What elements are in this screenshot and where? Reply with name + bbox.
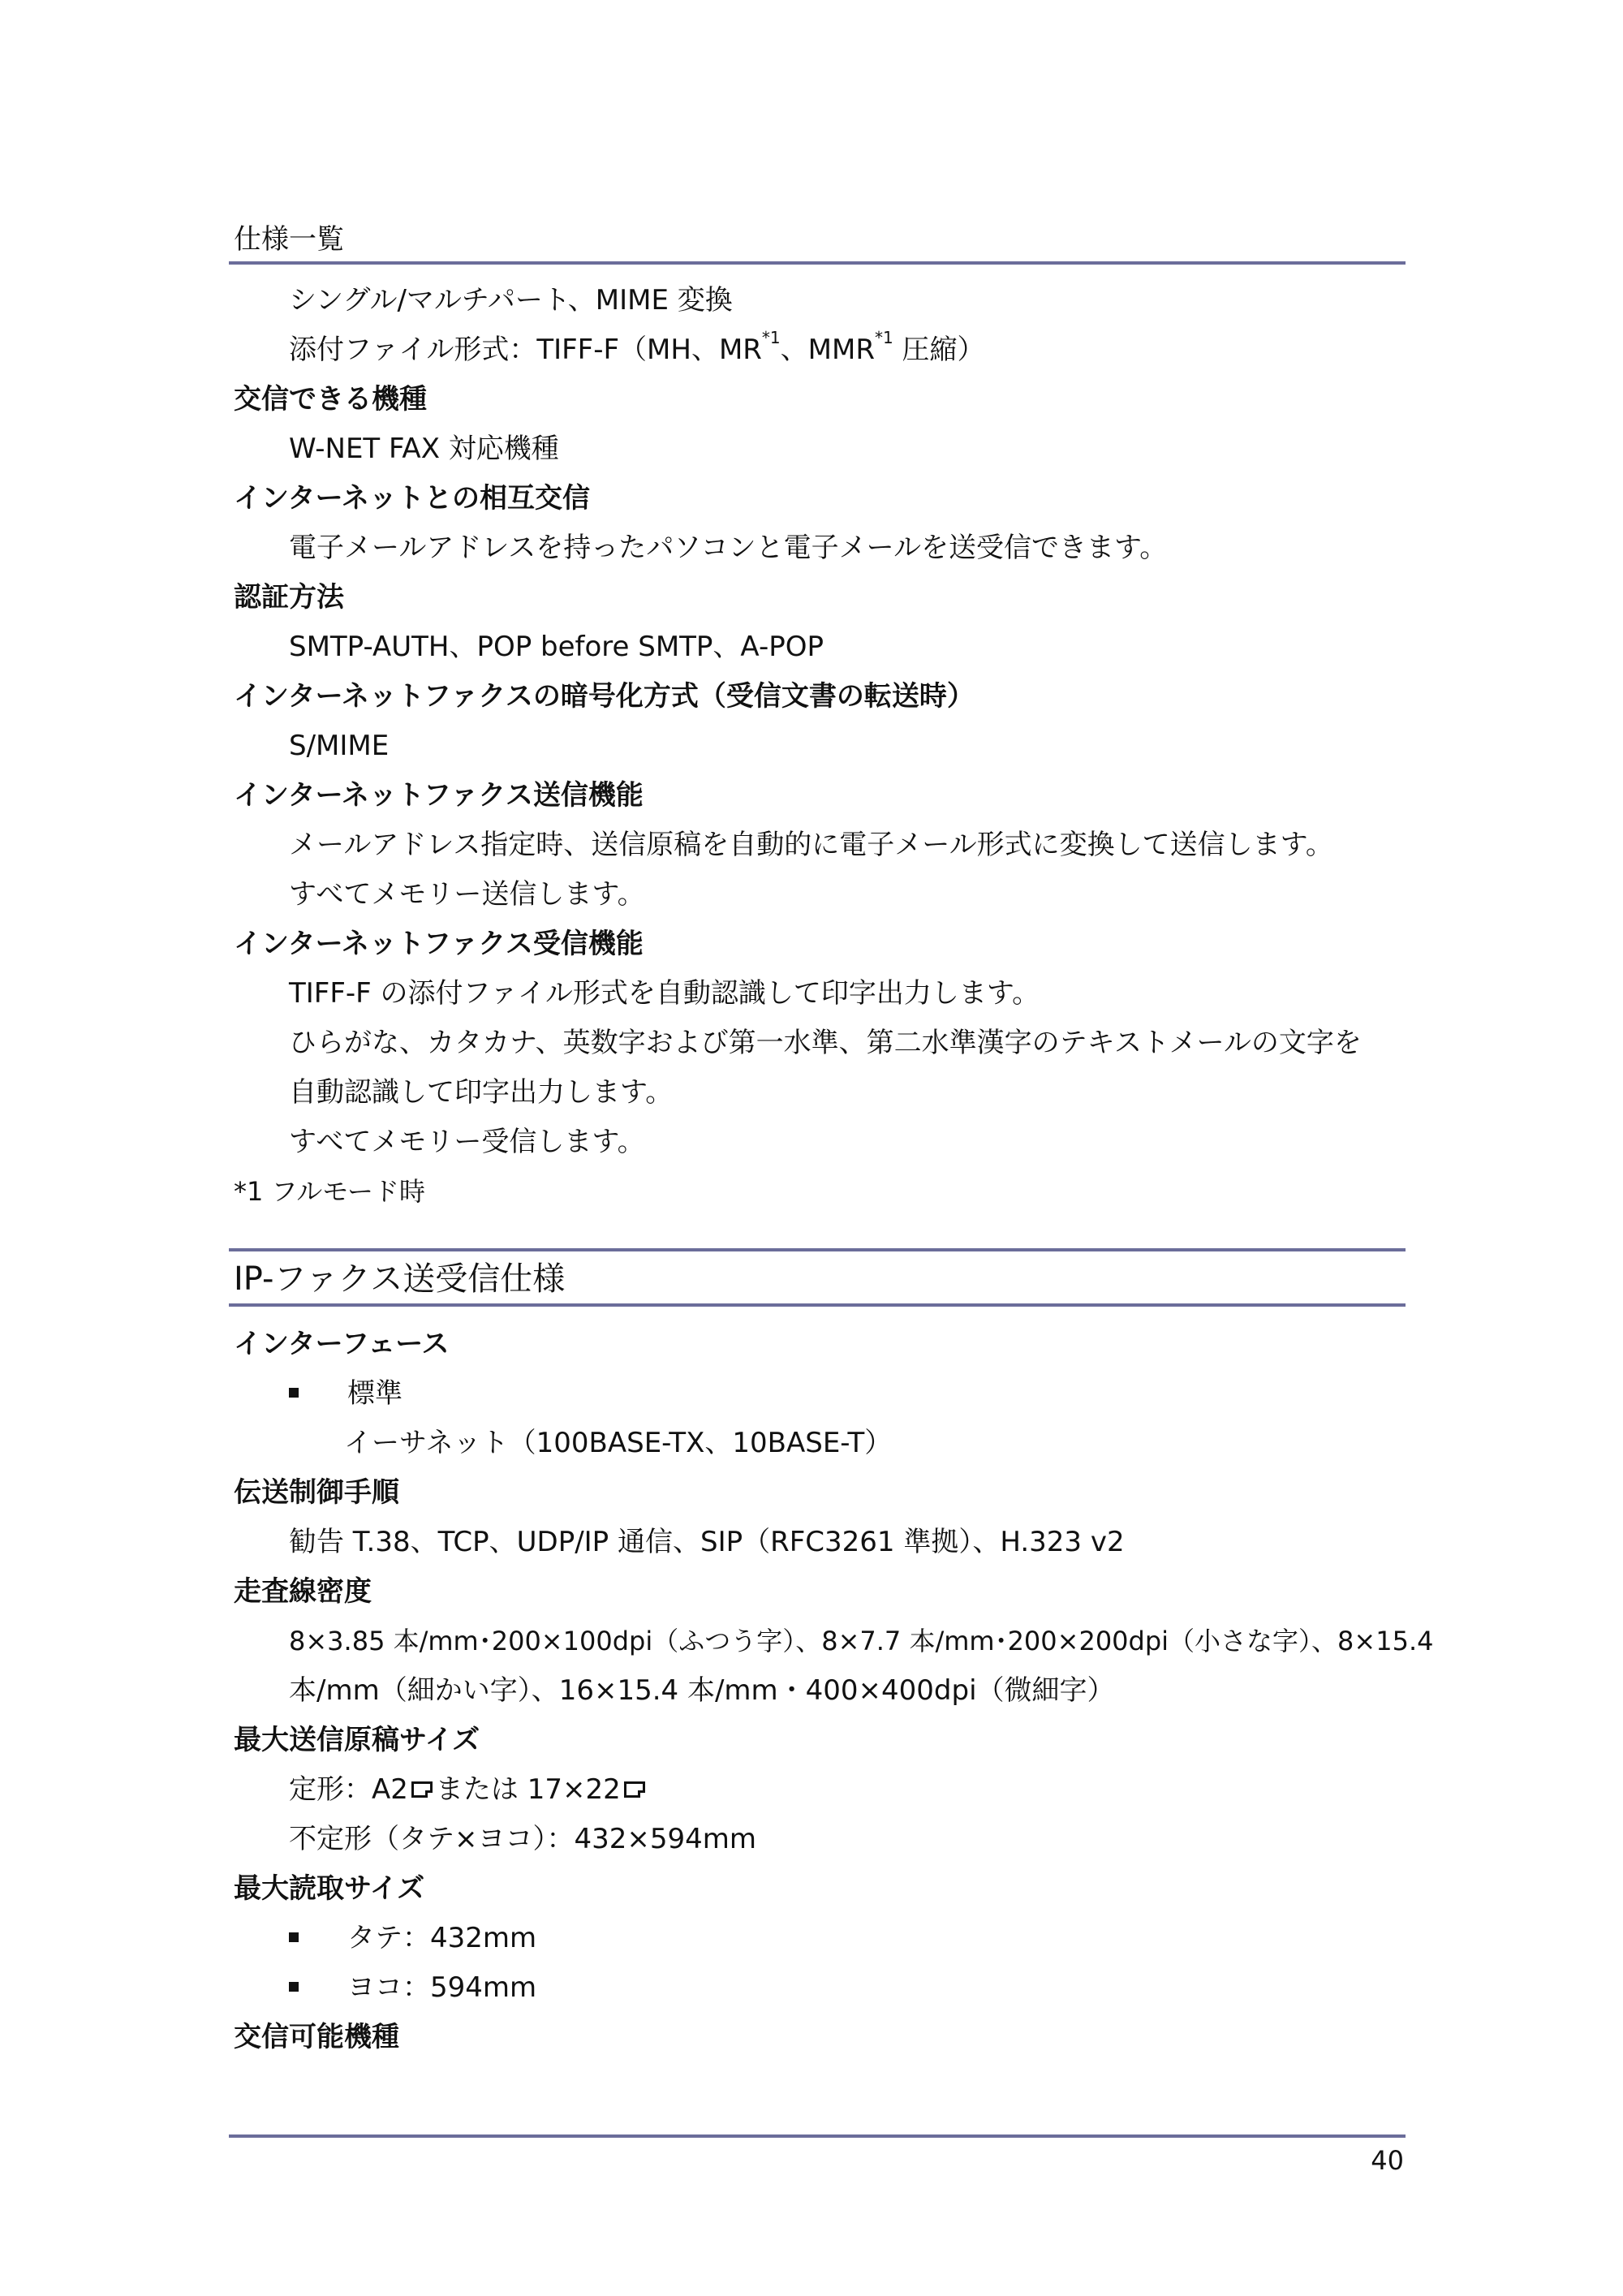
density-value: 本/mm（細かい字）、16×15.4 本/mm・400×400dpi（微細字） (289, 1674, 1115, 1707)
interface-bullet (234, 1369, 1410, 1419)
encrypt-value: S/MIME (289, 730, 390, 762)
interface-value: イーサネット（100BASE-TX、10BASE-T） (344, 1427, 893, 1459)
mime-line: シングル/マルチパート、MIME 変換 (289, 284, 733, 317)
maxscan-height (234, 1914, 1410, 1963)
maxsend-std-mid: または 17×22 (435, 1773, 621, 1806)
bullet-icon (289, 1982, 299, 1992)
send-value: メールアドレス指定時、送信原稿を自動的に電子メール形式に変換して送信します。 (289, 829, 1333, 861)
attach-suffix: 圧縮） (893, 334, 985, 366)
density-value: 8×3.85 本/mm･200×100dpi（ふつう字）、8×7.7 本/mm･200×200dpi（小さな字）、8×15.4 (289, 1626, 1434, 1656)
paper-landscape-icon (624, 1781, 645, 1798)
auth-value: SMTP-AUTH、POP before SMTP、A-POP (289, 631, 824, 663)
footnote: *1 フルモード時 (234, 1176, 425, 1207)
maxsend-nonstandard: 不定形（タテ×ヨコ）：432×594mm (289, 1823, 757, 1855)
section-rule (229, 1248, 1406, 1251)
section-title: IP-ファクス送受信仕様 (234, 1260, 566, 1298)
maxsend-std-prefix: 定形：A2 (289, 1773, 408, 1806)
bullet-text: タテ：432mm (347, 1922, 537, 1954)
maxsend-standard (234, 1765, 1410, 1815)
recv-value: TIFF-F の添付ファイル形式を自動認識して印字出力します。 (289, 977, 1040, 1010)
send-label: インターネットファクス送信機能 (234, 779, 644, 812)
maxsend-label: 最大送信原稿サイズ (234, 1724, 480, 1756)
attach-mid: 、MMR (780, 334, 875, 366)
recv-value: すべてメモリー受信します。 (289, 1126, 645, 1158)
recv-label: インターネットファクス受信機能 (234, 928, 644, 960)
footer-rule (229, 2134, 1406, 2138)
internet-label: インターネットとの相互交信 (234, 482, 590, 515)
footnote-ref: *1 (761, 328, 781, 347)
recv-value: ひらがな、カタカナ、英数字および第一水準、第二水準漢字のテキストメールの文字を (289, 1027, 1362, 1059)
protocol-label: 伝送制御手順 (234, 1476, 399, 1509)
internet-fax-spec-section (234, 276, 1410, 1217)
footnote-ref: *1 (874, 328, 893, 347)
bullet-icon (289, 1932, 299, 1942)
density-label: 走査線密度 (234, 1575, 372, 1608)
attach-prefix: 添付ファイル形式：TIFF-F（MH、MR (289, 334, 762, 366)
protocol-value: 勧告 T.38、TCP、UDP/IP 通信、SIP（RFC3261 準拠）、H.323 v2 (289, 1526, 1125, 1558)
maxscan-label: 最大読取サイズ (234, 1872, 425, 1905)
encrypt-label: インターネットファクスの暗号化方式（受信文書の転送時） (234, 680, 975, 713)
internet-value: 電子メールアドレスを持ったパソコンと電子メールを送受信できます。 (289, 532, 1168, 564)
compatible-value: W-NET FAX 対応機種 (289, 433, 559, 465)
paper-landscape-icon (411, 1781, 433, 1798)
models-label: 交信可能機種 (234, 2021, 399, 2053)
bullet-text: ヨコ：594mm (347, 1971, 537, 2004)
interface-label: インターフェース (234, 1328, 450, 1360)
page-number: 40 (1371, 2145, 1404, 2176)
recv-value: 自動認識して印字出力します。 (289, 1076, 674, 1109)
attach-format-line (234, 325, 1410, 375)
send-value: すべてメモリー送信します。 (289, 878, 645, 911)
auth-label: 認証方法 (234, 581, 344, 614)
maxscan-width (234, 1963, 1410, 2013)
header-title: 仕様一覧 (234, 223, 344, 256)
header-rule (229, 261, 1406, 265)
compatible-label: 交信できる機種 (234, 383, 427, 416)
ip-fax-spec-section (234, 1320, 1434, 2062)
bullet-icon (289, 1388, 299, 1398)
bullet-text: 標準 (347, 1377, 403, 1410)
section-rule (229, 1303, 1406, 1307)
